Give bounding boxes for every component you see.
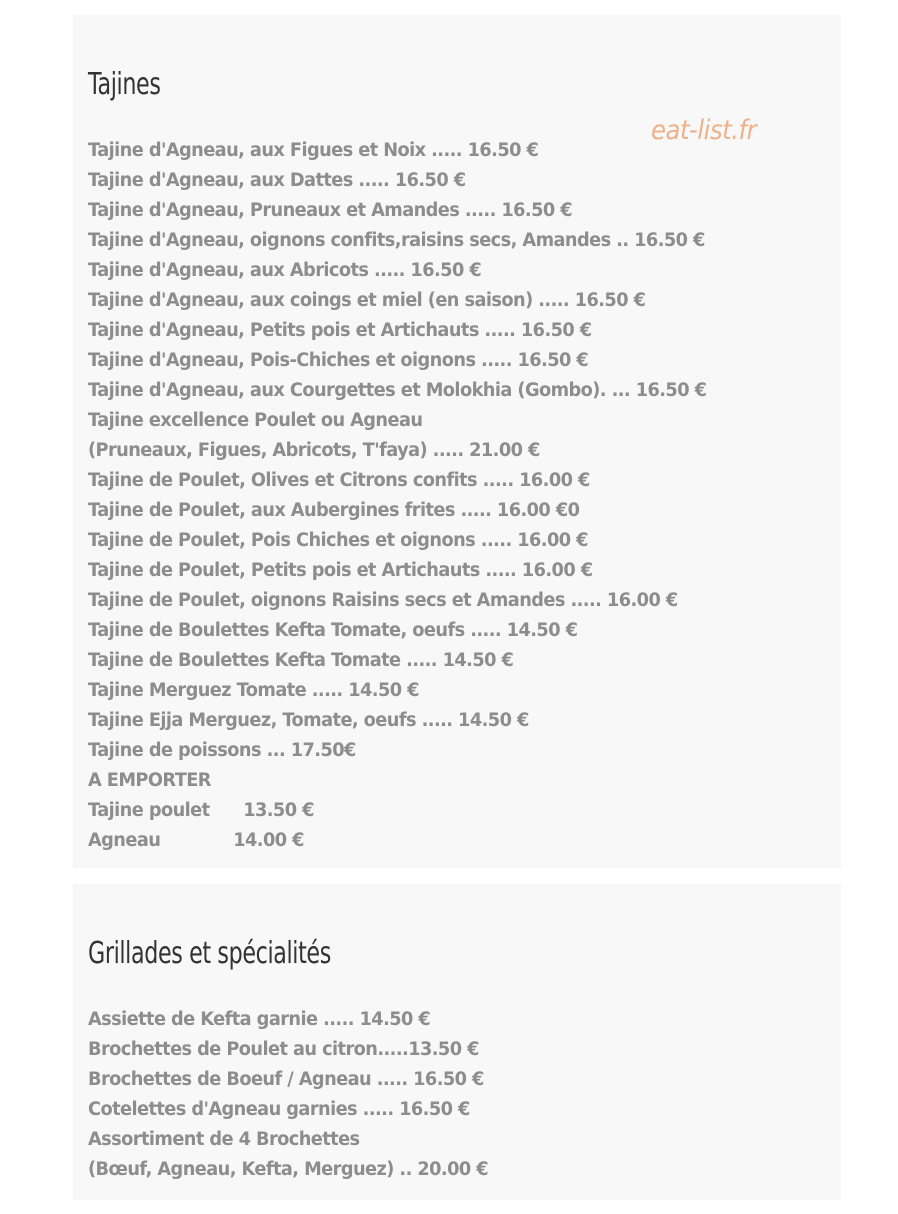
menu-item: Tajine de Boulettes Kefta Tomate ..... 14.50 € <box>88 650 514 671</box>
menu-item: Tajine d'Agneau, aux Dattes ..... 16.50 € <box>88 170 466 191</box>
menu-item: Tajine d'Agneau, oignons confits,raisins secs, Amandes .. 16.50 € <box>88 230 705 251</box>
menu-item: Tajine de Poulet, oignons Raisins secs et Amandes ..... 16.00 € <box>88 590 678 611</box>
menu-item: Tajine poulet 13.50 € <box>88 800 314 821</box>
menu-item: Tajine d'Agneau, aux Courgettes et Molokhia (Gombo). ... 16.50 € <box>88 380 707 401</box>
menu-item: Tajine Merguez Tomate ..... 14.50 € <box>88 680 419 701</box>
menu-item: Assiette de Kefta garnie ..... 14.50 € <box>88 1009 431 1030</box>
grillades-section <box>73 884 841 1200</box>
menu-item: Tajine d'Agneau, Pruneaux et Amandes ..... 16.50 € <box>88 200 573 221</box>
section-title-tajines: Tajines <box>88 67 161 102</box>
menu-item: Brochettes de Poulet au citron.....13.50 € <box>88 1039 479 1060</box>
menu-item: Brochettes de Boeuf / Agneau ..... 16.50 € <box>88 1069 484 1090</box>
menu-item: (Bœuf, Agneau, Kefta, Merguez) .. 20.00 € <box>88 1159 489 1180</box>
menu-item: Tajine de Poulet, Petits pois et Artichauts ..... 16.00 € <box>88 560 593 581</box>
menu-item: Tajine d'Agneau, Petits pois et Artichauts ..... 16.50 € <box>88 320 592 341</box>
watermark: eat-list.fr <box>651 115 757 146</box>
menu-item: Agneau 14.00 € <box>88 830 304 851</box>
menu-item: Tajine excellence Poulet ou Agneau <box>88 410 423 431</box>
menu-item: Tajine d'Agneau, aux coings et miel (en saison) ..... 16.50 € <box>88 290 646 311</box>
menu-item: Tajine d'Agneau, aux Abricots ..... 16.50 € <box>88 260 482 281</box>
menu-item: Cotelettes d'Agneau garnies ..... 16.50 € <box>88 1099 470 1120</box>
menu-item: Assortiment de 4 Brochettes <box>88 1129 360 1150</box>
grillades-menu-list <box>88 1005 505 1185</box>
menu-item: Tajine Ejja Merguez, Tomate, oeufs ..... 14.50 € <box>88 710 529 731</box>
menu-item: Tajine d'Agneau, Pois-Chiches et oignons ..... 16.50 € <box>88 350 589 371</box>
menu-item: Tajine de Poulet, aux Aubergines frites ..... 16.00 €0 <box>88 500 580 521</box>
menu-item: Tajine de Poulet, Pois Chiches et oignons ..... 16.00 € <box>88 530 588 551</box>
tajines-menu-list <box>88 136 732 856</box>
menu-item: Tajine d'Agneau, aux Figues et Noix ..... 16.50 € <box>88 140 539 161</box>
menu-item: Tajine de Poulet, Olives et Citrons confits ..... 16.00 € <box>88 470 590 491</box>
menu-item: (Pruneaux, Figues, Abricots, T'faya) ..... 21.00 € <box>88 440 540 461</box>
section-title-grillades: Grillades et spécialités <box>88 936 331 971</box>
menu-item: Tajine de poissons ... 17.50€ <box>88 740 356 761</box>
takeaway-heading: A EMPORTER <box>88 770 211 791</box>
menu-item: Tajine de Boulettes Kefta Tomate, oeufs ..... 14.50 € <box>88 620 578 641</box>
